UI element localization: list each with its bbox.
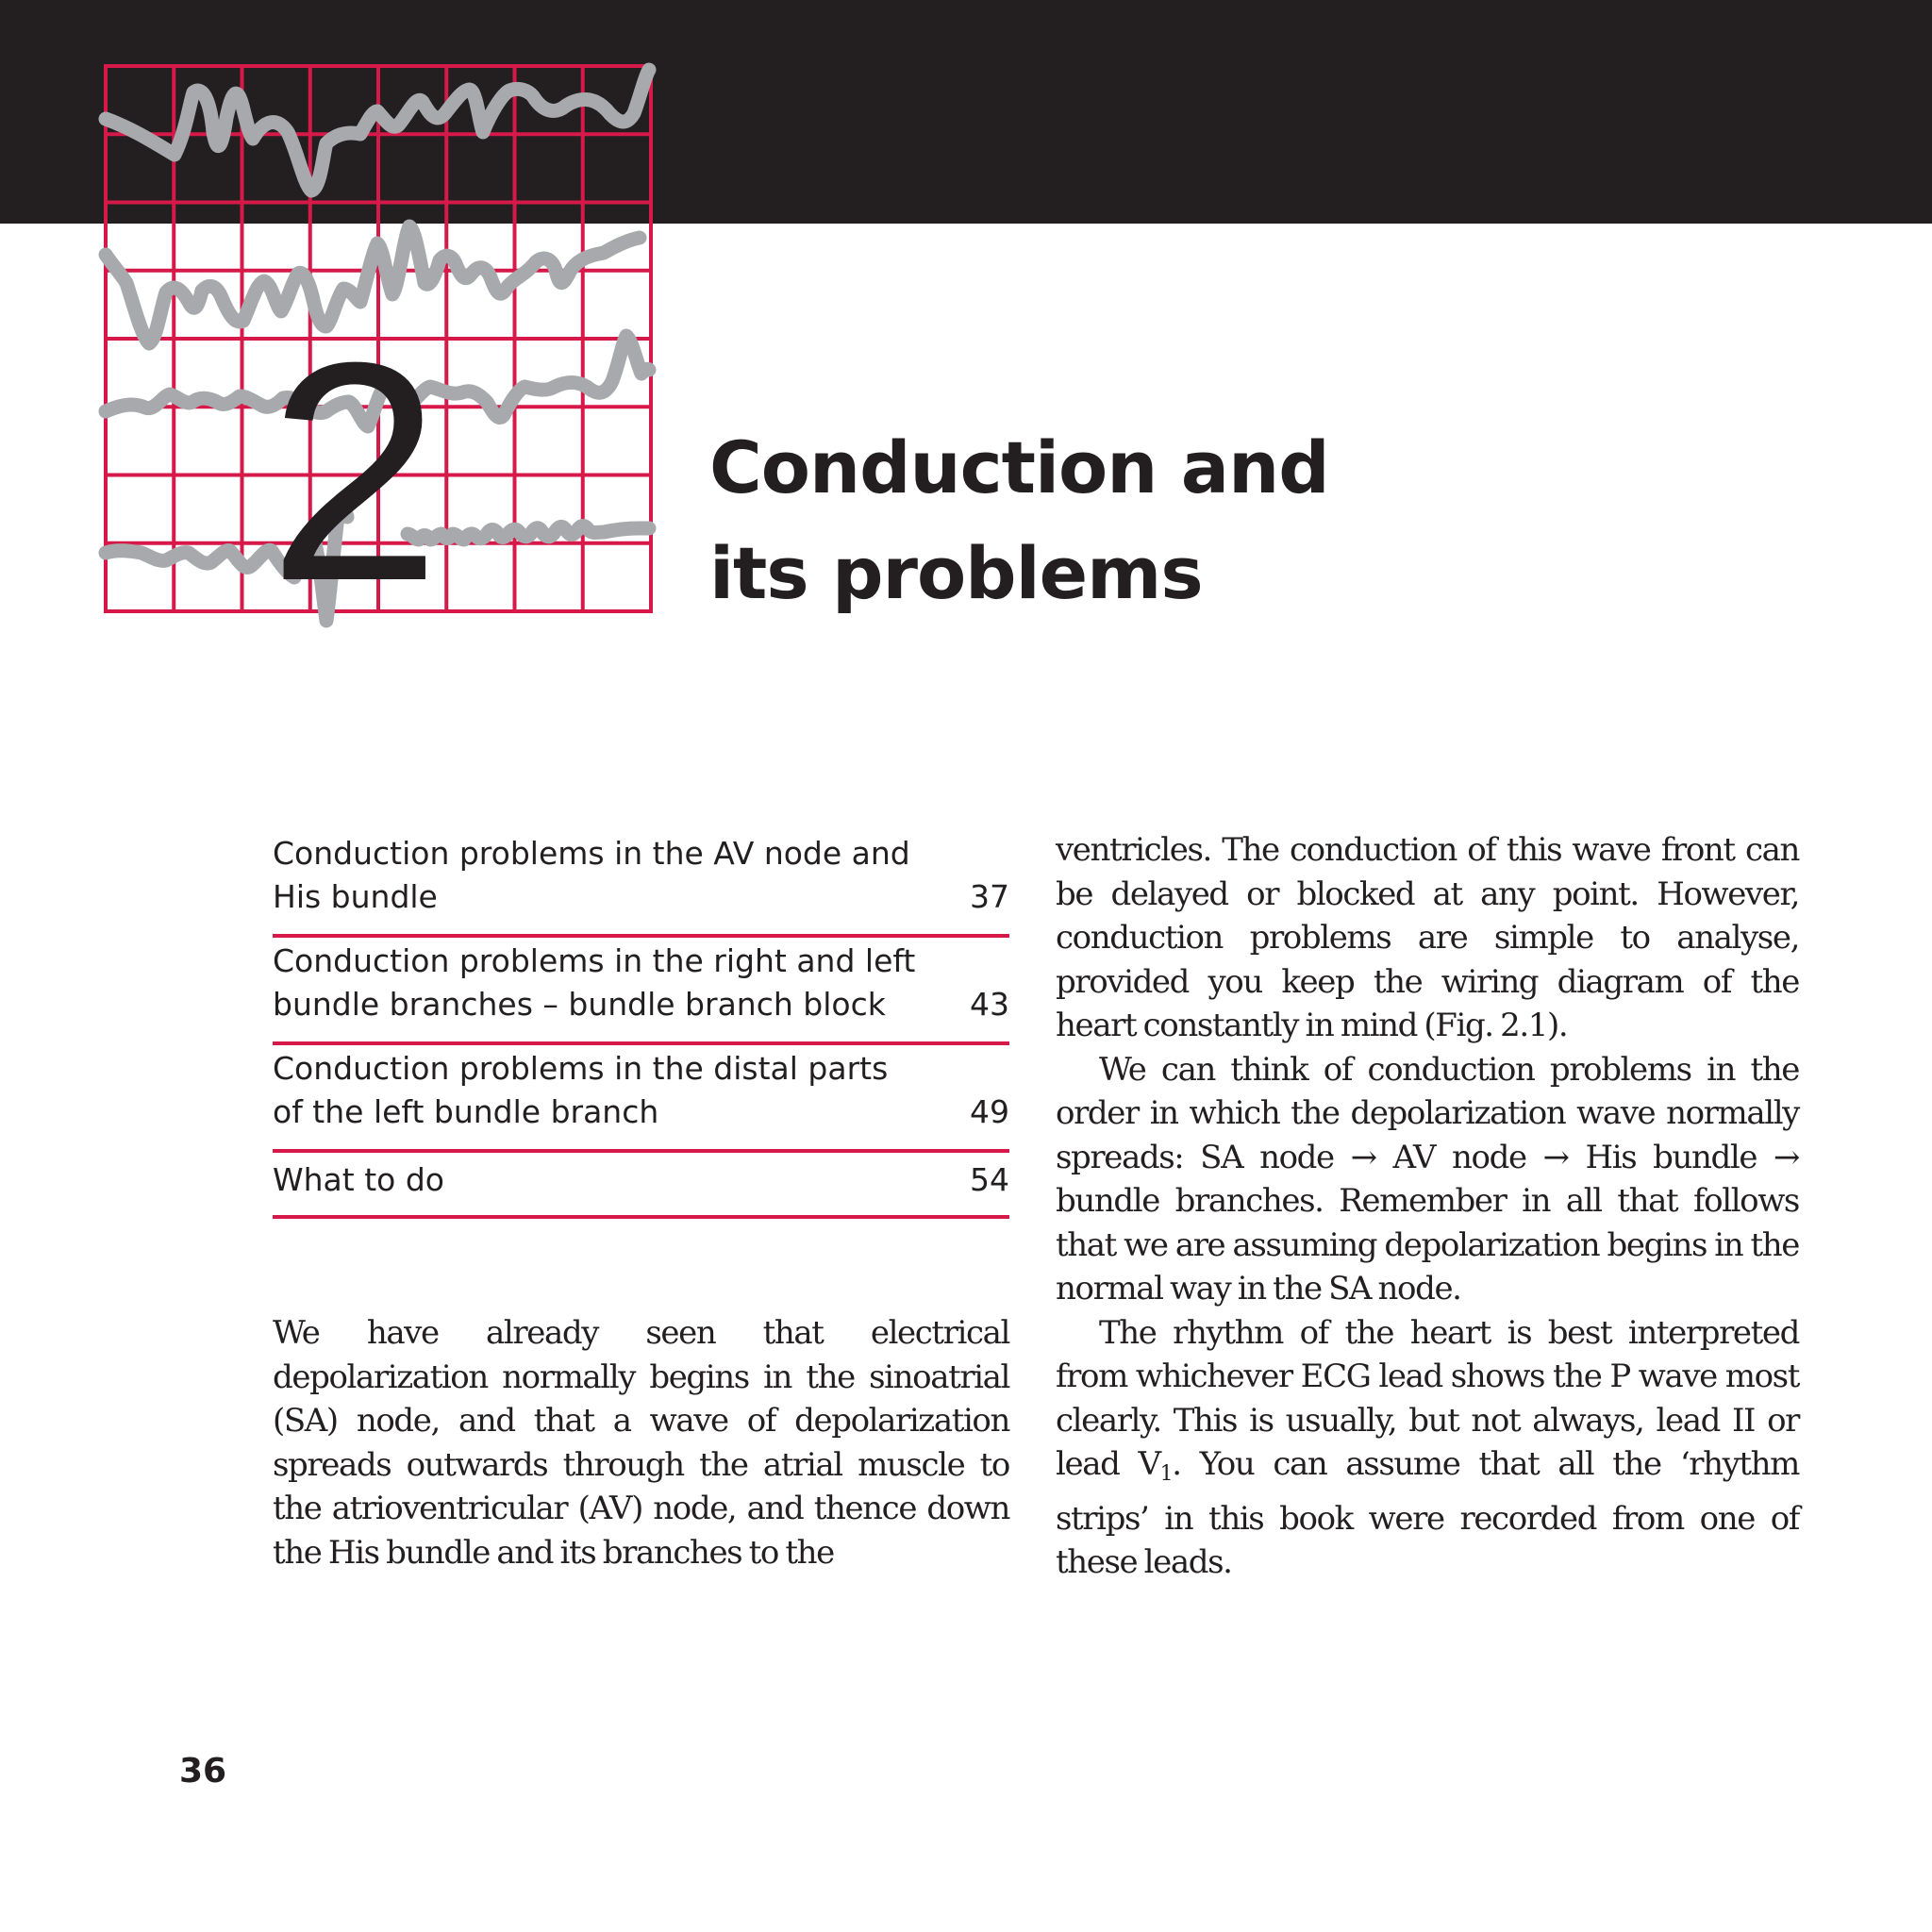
toc-entry-title	[273, 830, 924, 919]
toc-entry-line: His bundle	[273, 878, 438, 915]
toc-entry-page: 37	[970, 878, 1009, 915]
toc-entry-line: Conduction problems in the right and left	[273, 942, 916, 979]
toc-entry-page: 49	[970, 1093, 1009, 1130]
toc-entry[interactable]	[273, 830, 1009, 938]
chapter-number: 2	[268, 297, 432, 645]
chapter-title-line-1: Conduction and	[709, 425, 1329, 509]
toc-entry-line: Conduction problems in the distal parts	[273, 1050, 889, 1087]
toc-entry-title	[273, 938, 924, 1026]
chapter-contents	[273, 830, 1009, 1219]
chapter-title	[709, 415, 1329, 626]
body-paragraph-3-text-end: . You can assume that all the ‘rhythm strips’ in this book were recorded from one of these leads.	[1056, 1445, 1799, 1581]
body-paragraph-2: We can think of conduction problems in the order in which the depolarization wave normally spreads: SA node → AV node → His bundle → bundle branches. Remember in all that follows that we are assuming depolarization begins in the normal way in the SA node.	[1056, 1050, 1799, 1307]
toc-entry[interactable]	[273, 938, 1009, 1045]
toc-entry-line: bundle branches – bundle branch block	[273, 986, 886, 1023]
body-paragraph-1-end: ventricles. The conduction of this wave front can be delayed or blocked at any point. However, conduction problems are simple to analyse, provided you keep the wiring diagram of the heart constantly in mind (Fig. 2.1).	[1056, 831, 1799, 1044]
page-number: 36	[179, 1752, 227, 1790]
toc-entry[interactable]	[273, 1153, 1009, 1219]
toc-entry-line: Conduction problems in the AV node and	[273, 835, 910, 872]
toc-entry-title	[273, 1045, 924, 1134]
body-paragraph-3	[1056, 1311, 1799, 1585]
toc-entry-page: 43	[970, 986, 1009, 1023]
body-column-right	[1056, 828, 1799, 1585]
body-paragraph-1-start: We have already seen that electrical depolarization normally begins in the sinoatrial (SA) node, and that a wave of depolarization spreads outwards through the atrial muscle to the atrioventricular (AV) node, and thence down the His bundle and its branches to the	[273, 1314, 1009, 1572]
chapter-title-line-2: its problems	[709, 531, 1203, 615]
toc-entry-line: What to do	[273, 1161, 444, 1198]
toc-entry-line: of the left bundle branch	[273, 1093, 659, 1130]
toc-entry[interactable]	[273, 1045, 1009, 1153]
body-paragraph-3-text: The rhythm of the heart is best interpreted from whichever ECG lead shows the P wave most clearly. This is usually, but not always, lead II or lead V	[1056, 1313, 1799, 1483]
toc-entry-title	[273, 1153, 924, 1202]
lead-subscript: 1	[1159, 1462, 1173, 1486]
toc-entry-page: 54	[970, 1161, 1009, 1198]
